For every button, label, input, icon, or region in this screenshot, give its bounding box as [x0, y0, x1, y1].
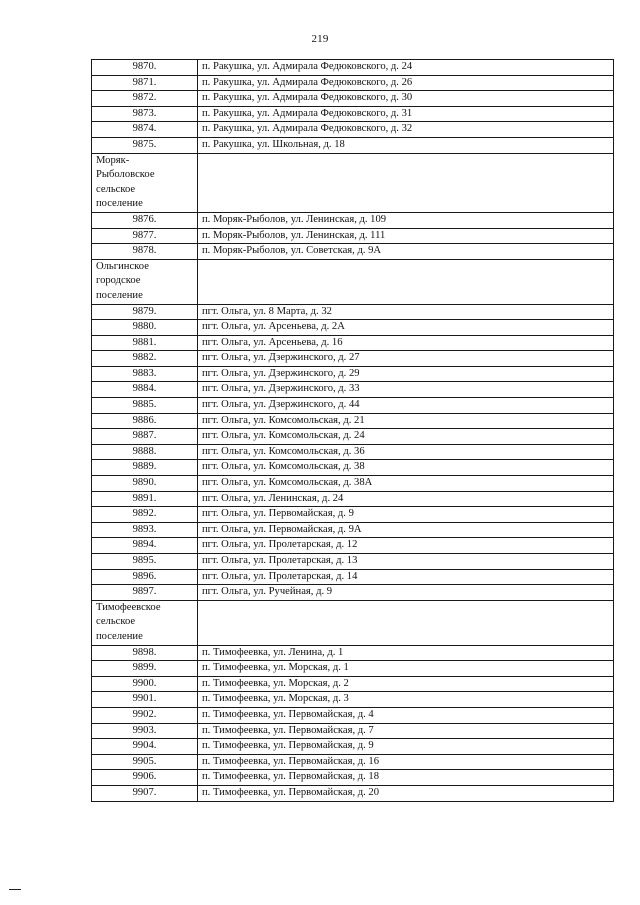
row-number: 9904.	[92, 739, 198, 755]
row-number: 9878.	[92, 244, 198, 260]
settlement-name-line: Рыболовское	[96, 169, 155, 181]
row-address: пгт. Ольга, ул. 8 Марта, д. 32	[198, 304, 614, 320]
row-address: пгт. Ольга, ул. Дзержинского, д. 44	[198, 398, 614, 414]
row-address: пгт. Ольга, ул. Дзержинского, д. 27	[198, 351, 614, 367]
row-number: 9870.	[92, 60, 198, 76]
row-address: пгт. Ольга, ул. Пролетарская, д. 12	[198, 538, 614, 554]
table-row	[92, 491, 614, 507]
row-address: пгт. Ольга, ул. Комсомольская, д. 21	[198, 413, 614, 429]
row-address: п. Тимофеевка, ул. Первомайская, д. 16	[198, 754, 614, 770]
row-number: 9905.	[92, 754, 198, 770]
settlement-name-line: Ольгинское	[96, 260, 149, 272]
row-address: пгт. Ольга, ул. Пролетарская, д. 14	[198, 569, 614, 585]
table-row	[92, 661, 614, 677]
table-row	[92, 137, 614, 153]
settlement-name-line: поселение	[96, 630, 143, 642]
row-number: 9892.	[92, 507, 198, 523]
row-number: 9891.	[92, 491, 198, 507]
settlement-name-line: поселение	[96, 289, 143, 301]
table-row	[92, 60, 614, 76]
table-row	[92, 212, 614, 228]
table-row	[92, 366, 614, 382]
row-address: пгт. Ольга, ул. Ручейная, д. 9	[198, 585, 614, 601]
row-address: пгт. Ольга, ул. Первомайская, д. 9А	[198, 522, 614, 538]
row-address: пгт. Ольга, ул. Комсомольская, д. 36	[198, 444, 614, 460]
settlement-empty-cell	[198, 153, 614, 212]
table-row	[92, 444, 614, 460]
table-row	[92, 460, 614, 476]
table-row	[92, 739, 614, 755]
table-row	[92, 522, 614, 538]
table-row	[92, 413, 614, 429]
row-number: 9887.	[92, 429, 198, 445]
row-address: пгт. Ольга, ул. Ленинская, д. 24	[198, 491, 614, 507]
table-row	[92, 304, 614, 320]
row-number: 9895.	[92, 554, 198, 570]
settlement-name	[92, 259, 198, 304]
table-row	[92, 351, 614, 367]
row-address: п. Моряк-Рыболов, ул. Ленинская, д. 109	[198, 212, 614, 228]
row-address: пгт. Ольга, ул. Комсомольская, д. 38	[198, 460, 614, 476]
table-row	[92, 676, 614, 692]
table-row	[92, 476, 614, 492]
row-address: п. Тимофеевка, ул. Первомайская, д. 7	[198, 723, 614, 739]
row-address: пгт. Ольга, ул. Дзержинского, д. 29	[198, 366, 614, 382]
table-row	[92, 785, 614, 801]
table-row	[92, 707, 614, 723]
row-address: п. Тимофеевка, ул. Первомайская, д. 18	[198, 770, 614, 786]
row-address: пгт. Ольга, ул. Дзержинского, д. 33	[198, 382, 614, 398]
row-number: 9893.	[92, 522, 198, 538]
table-row	[92, 554, 614, 570]
row-address: п. Тимофеевка, ул. Ленина, д. 1	[198, 645, 614, 661]
address-table-body	[92, 60, 614, 802]
row-number: 9884.	[92, 382, 198, 398]
settlement-group-row	[92, 600, 614, 645]
row-number: 9872.	[92, 91, 198, 107]
row-address: п. Ракушка, ул. Школьная, д. 18	[198, 137, 614, 153]
table-row	[92, 382, 614, 398]
row-number: 9899.	[92, 661, 198, 677]
table-row	[92, 645, 614, 661]
address-table	[91, 59, 614, 802]
row-address: п. Тимофеевка, ул. Морская, д. 3	[198, 692, 614, 708]
table-row	[92, 507, 614, 523]
row-address: пгт. Ольга, ул. Комсомольская, д. 38А	[198, 476, 614, 492]
settlement-name-line: поселение	[96, 198, 143, 210]
table-row	[92, 244, 614, 260]
table-row	[92, 398, 614, 414]
settlement-group-row	[92, 259, 614, 304]
row-number: 9900.	[92, 676, 198, 692]
row-number: 9880.	[92, 320, 198, 336]
corner-mark	[9, 889, 21, 890]
row-number: 9894.	[92, 538, 198, 554]
table-row	[92, 228, 614, 244]
row-number: 9906.	[92, 770, 198, 786]
row-address: п. Тимофеевка, ул. Морская, д. 1	[198, 661, 614, 677]
row-number: 9901.	[92, 692, 198, 708]
settlement-name-line: городское	[96, 275, 141, 287]
row-address: пгт. Ольга, ул. Арсеньева, д. 2А	[198, 320, 614, 336]
row-address: п. Моряк-Рыболов, ул. Ленинская, д. 111	[198, 228, 614, 244]
row-address: пгт. Ольга, ул. Арсеньева, д. 16	[198, 335, 614, 351]
row-number: 9907.	[92, 785, 198, 801]
row-address: п. Тимофеевка, ул. Первомайская, д. 9	[198, 739, 614, 755]
table-row	[92, 106, 614, 122]
table-row	[92, 585, 614, 601]
table-row	[92, 75, 614, 91]
row-number: 9903.	[92, 723, 198, 739]
table-row	[92, 569, 614, 585]
row-number: 9871.	[92, 75, 198, 91]
settlement-name-line: Моряк-	[96, 154, 130, 166]
row-address: п. Тимофеевка, ул. Первомайская, д. 20	[198, 785, 614, 801]
row-number: 9876.	[92, 212, 198, 228]
table-row	[92, 770, 614, 786]
table-row	[92, 723, 614, 739]
row-address: п. Ракушка, ул. Адмирала Федюковского, д. 30	[198, 91, 614, 107]
table-row	[92, 122, 614, 138]
settlement-name	[92, 153, 198, 212]
row-number: 9877.	[92, 228, 198, 244]
row-address: пгт. Ольга, ул. Первомайская, д. 9	[198, 507, 614, 523]
table-row	[92, 91, 614, 107]
row-address: п. Ракушка, ул. Адмирала Федюковского, д. 32	[198, 122, 614, 138]
row-number: 9873.	[92, 106, 198, 122]
table-row	[92, 538, 614, 554]
row-address: п. Тимофеевка, ул. Морская, д. 2	[198, 676, 614, 692]
settlement-name-line: сельское	[96, 616, 136, 628]
row-number: 9888.	[92, 444, 198, 460]
row-number: 9902.	[92, 707, 198, 723]
page-number: 219	[311, 33, 329, 45]
table-row	[92, 754, 614, 770]
row-number: 9881.	[92, 335, 198, 351]
row-address: п. Тимофеевка, ул. Первомайская, д. 4	[198, 707, 614, 723]
row-address: п. Ракушка, ул. Адмирала Федюковского, д. 24	[198, 60, 614, 76]
table-row	[92, 692, 614, 708]
table-row	[92, 320, 614, 336]
row-number: 9889.	[92, 460, 198, 476]
table-row	[92, 429, 614, 445]
row-number: 9879.	[92, 304, 198, 320]
row-number: 9882.	[92, 351, 198, 367]
row-number: 9883.	[92, 366, 198, 382]
settlement-name	[92, 600, 198, 645]
settlement-name-line: Тимофеевское	[96, 601, 161, 613]
row-number: 9875.	[92, 137, 198, 153]
row-address: пгт. Ольга, ул. Пролетарская, д. 13	[198, 554, 614, 570]
settlement-group-row	[92, 153, 614, 212]
settlement-name-line: сельское	[96, 183, 136, 195]
row-number: 9897.	[92, 585, 198, 601]
row-address: пгт. Ольга, ул. Комсомольская, д. 24	[198, 429, 614, 445]
row-number: 9890.	[92, 476, 198, 492]
row-address: п. Ракушка, ул. Адмирала Федюковского, д. 26	[198, 75, 614, 91]
row-number: 9874.	[92, 122, 198, 138]
row-number: 9886.	[92, 413, 198, 429]
settlement-empty-cell	[198, 600, 614, 645]
row-address: п. Моряк-Рыболов, ул. Советская, д. 9А	[198, 244, 614, 260]
row-address: п. Ракушка, ул. Адмирала Федюковского, д. 31	[198, 106, 614, 122]
row-number: 9896.	[92, 569, 198, 585]
row-number: 9898.	[92, 645, 198, 661]
row-number: 9885.	[92, 398, 198, 414]
table-row	[92, 335, 614, 351]
settlement-empty-cell	[198, 259, 614, 304]
